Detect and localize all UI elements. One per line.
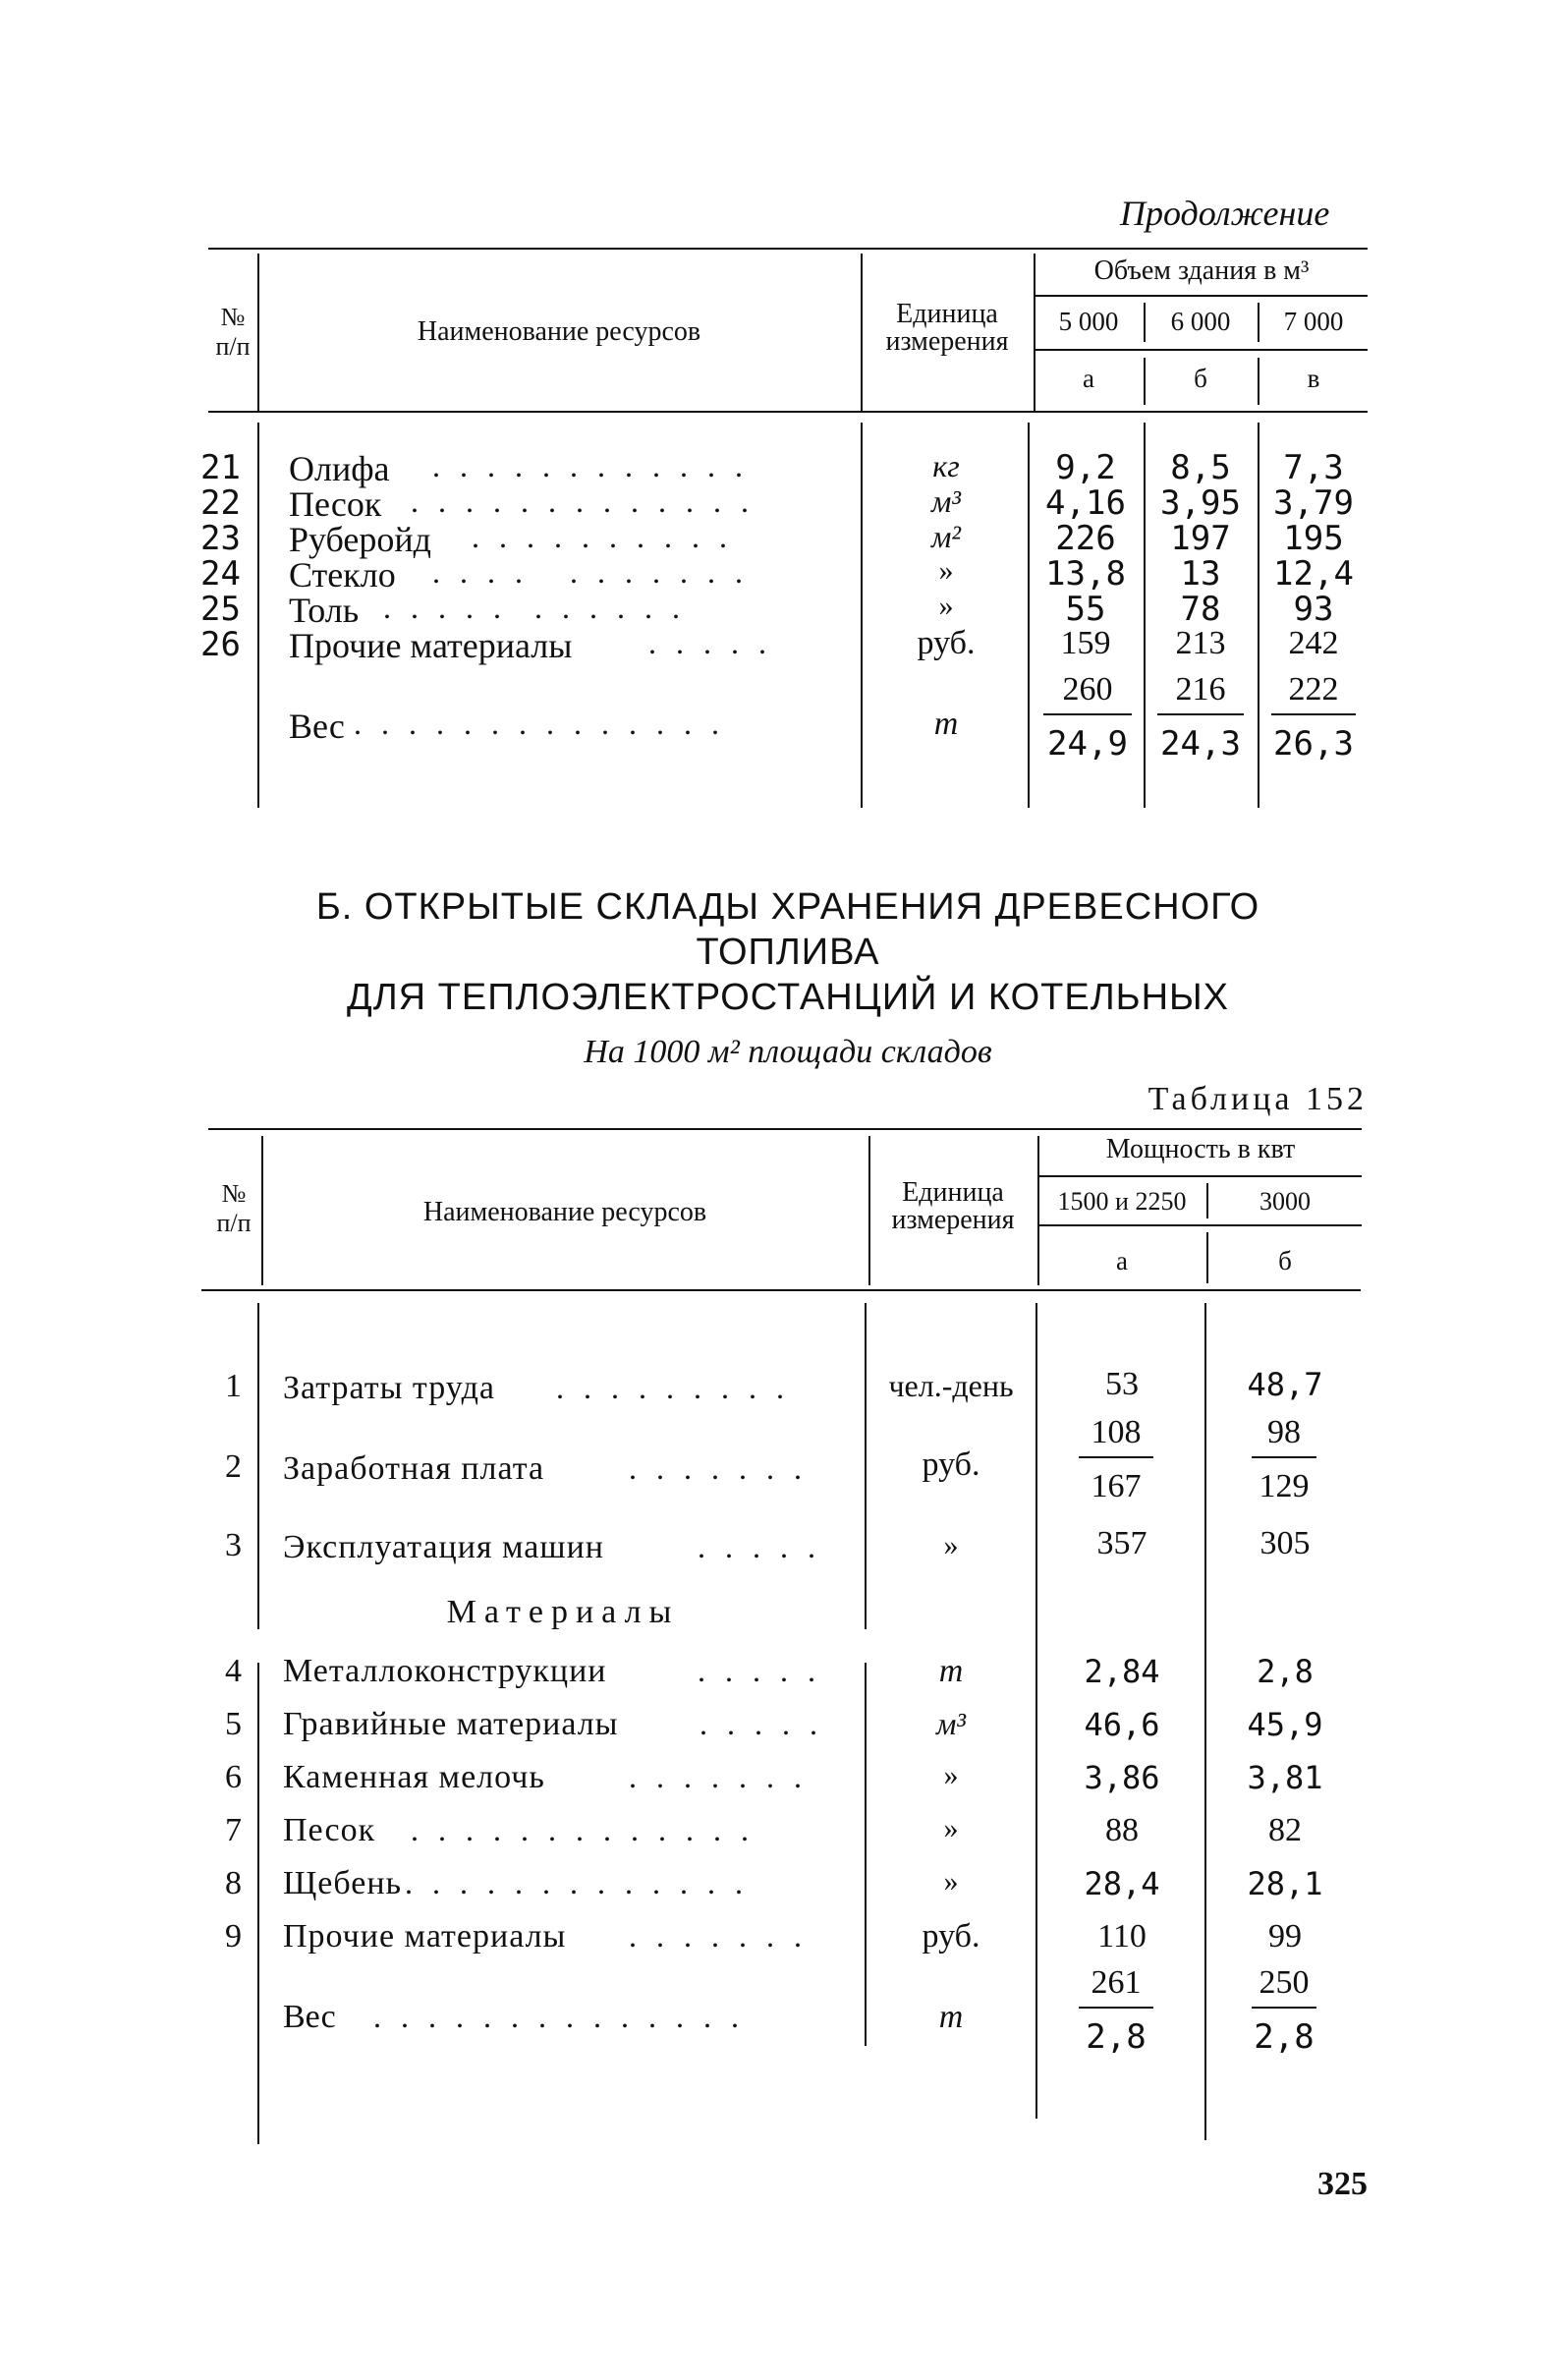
table-2-row-num: 1 (225, 1368, 242, 1404)
table-1-weight-label: Вес (289, 707, 345, 746)
fraction-denominator: 167 (1091, 1468, 1142, 1504)
dot-leader: . . . . . . . . . . . . . (411, 1812, 755, 1847)
table-1-row-unit: » (938, 554, 954, 587)
fraction-numerator: 98 (1252, 1411, 1316, 1458)
table-1-weight-a (1043, 668, 1132, 766)
table-2-row-unit: » (943, 1865, 959, 1898)
table-2-row-num: 8 (225, 1865, 242, 1901)
dot-leader: . . . . . . . . . . . . . . (373, 1999, 745, 2034)
table-1-cell-c: 7,3 (1283, 448, 1344, 487)
table-2-row-num: 7 (225, 1812, 242, 1848)
fraction-numerator: 250 (1252, 1961, 1316, 2009)
fraction-numerator: 261 (1079, 1961, 1153, 2009)
table-1-cell-b: 13 (1180, 554, 1221, 594)
dot-leader: . . . . . . . (629, 1450, 808, 1486)
table-1-header-group: Объем здания в м³ (1093, 255, 1310, 286)
table-2-cols-rule (1039, 1224, 1362, 1226)
table-2-weight-unit: т (938, 1999, 964, 2035)
table-1-cell-b: 197 (1170, 519, 1231, 558)
dot-leader: . . . . . . . (629, 1759, 808, 1794)
table-1-row-num: 24 (200, 554, 241, 594)
table-2-row-num: 3 (225, 1527, 242, 1563)
table-2-row-unit: » (943, 1759, 959, 1791)
fraction-numerator: 216 (1157, 668, 1244, 715)
table-2-header-col-a: 1500 и 2250 (1057, 1187, 1187, 1216)
table-2-cell-a: 2,84 (1084, 1653, 1160, 1690)
table-1-row-name: Толь (289, 591, 360, 630)
table-2-header-letter-a: а (1116, 1246, 1128, 1275)
table-2-row-name: Гравийные материалы (283, 1706, 619, 1742)
dot-leader: . . . . . (700, 1706, 823, 1741)
table-2-cell-b: 305 (1259, 1525, 1311, 1561)
dot-leader: . . . . . . . (629, 1918, 808, 1954)
table-2-row-unit: м³ (935, 1706, 966, 1741)
table-2-cell-b: 99 (1268, 1918, 1302, 1955)
table-1-weight-c (1271, 668, 1356, 766)
table-1-row-name: Олифа (289, 449, 390, 488)
table-1-row-name: Песок (289, 484, 382, 524)
table-1-cell-c: 12,4 (1273, 554, 1354, 594)
fraction-denominator: 2,8 (1254, 2017, 1315, 2057)
dot-leader: . . . . . (698, 1653, 821, 1688)
table-2-header-unit: Единица измерения (891, 1177, 1015, 1235)
table-1-row-unit: руб. (917, 625, 976, 661)
table-2-row-name: Металлоконструкции (283, 1653, 607, 1689)
table-2-row-unit: » (943, 1812, 959, 1844)
table-1-cell-b: 8,5 (1170, 448, 1231, 487)
table-1-row-num: 25 (200, 590, 241, 629)
table-2-header-letter-b: б (1278, 1246, 1292, 1275)
table-1-cell-b: 213 (1175, 625, 1226, 661)
table-1-top-rule (208, 248, 1368, 250)
table-1-cell-a: 159 (1060, 625, 1111, 661)
table-2-cell-a: 88 (1105, 1812, 1139, 1848)
dot-leader: . . . . . . . . . . . . . (411, 483, 755, 519)
table-2-vrule (1204, 1303, 1206, 2140)
table-2-cell-a-fraction (1079, 1411, 1153, 1509)
table-1-row-name: Прочие материалы (289, 626, 573, 665)
table-1-row-unit: кг (932, 448, 960, 483)
table-2-row-name: Щебень (283, 1865, 403, 1901)
table-1-row-num: 23 (200, 519, 241, 558)
table-1-cell-a: 55 (1065, 590, 1106, 629)
fraction-numerator: 222 (1271, 668, 1356, 715)
table-1-header-num: № п/п (215, 303, 251, 361)
table-2-cell-b-fraction (1252, 1411, 1316, 1509)
dot-leader: . . . . . . . . . . . (383, 590, 686, 625)
table-1-header-name: Наименование ресурсов (417, 316, 701, 347)
table-1-group-rule (1034, 295, 1368, 297)
table-2-vrule (257, 1663, 259, 2144)
table-1-cell-a: 13,8 (1045, 554, 1126, 594)
fraction-denominator: 129 (1259, 1468, 1310, 1504)
table-1-weight-b (1157, 668, 1244, 766)
table-2-header-col-b: 3000 (1259, 1187, 1311, 1216)
table-1-row-unit: м² (930, 519, 961, 554)
dot-leader: . . . . . . . . . . . . . (405, 1865, 749, 1900)
table-1-header-rule (208, 411, 1368, 413)
table-1-header-col-a: 5 000 (1058, 307, 1119, 336)
table-1-cell-b: 78 (1180, 590, 1221, 629)
table-1-header-letter-b: б (1194, 364, 1207, 393)
table-2-vrule (1035, 1303, 1037, 2119)
table-1-cell-c: 93 (1293, 590, 1334, 629)
table-1-row-num: 26 (200, 625, 241, 664)
table-2-row-unit: » (943, 1529, 959, 1561)
table-2-top-rule (208, 1128, 1362, 1130)
table-2-weight-a (1079, 1961, 1153, 2060)
table-1-cell-a: 226 (1055, 519, 1116, 558)
table-2-row-unit: чел.-день (888, 1368, 1014, 1403)
fraction-denominator: 24,3 (1160, 724, 1241, 764)
dot-leader: . . . . . (648, 625, 772, 660)
fraction-denominator: 24,9 (1047, 724, 1128, 764)
table-1-cell-c: 3,79 (1273, 483, 1354, 523)
materials-heading: Материалы (446, 1594, 680, 1630)
table-2-header-num: № п/п (216, 1179, 252, 1237)
table-2-cell-a: 110 (1097, 1918, 1147, 1955)
table-1-cell-b: 3,95 (1160, 483, 1241, 523)
table-2-cell-b: 48,7 (1247, 1366, 1323, 1403)
table-2-cell-b: 3,81 (1247, 1759, 1323, 1796)
table-2-row-num: 2 (225, 1448, 242, 1485)
table-1-row-name: Руберойд (289, 520, 431, 559)
fraction-denominator: 26,3 (1273, 724, 1354, 764)
table-2-cell-b: 28,1 (1247, 1865, 1323, 1902)
table-2-row-num: 5 (225, 1706, 242, 1742)
table-label: Таблица 152 (1147, 1081, 1368, 1117)
table-2-cell-b: 82 (1268, 1812, 1302, 1848)
table-1-cell-a: 4,16 (1045, 483, 1126, 523)
table-2-row-num: 4 (225, 1653, 242, 1689)
table-1-cell-a: 9,2 (1055, 448, 1116, 487)
table-2-row-num: 9 (225, 1918, 242, 1955)
table-2-cell-a: 3,86 (1084, 1759, 1160, 1796)
table-2-row-name: Каменная мелочь (283, 1759, 545, 1795)
table-1-cell-c: 195 (1283, 519, 1344, 558)
table-1-header-letter-c: в (1307, 364, 1320, 393)
table-2-cell-b: 45,9 (1247, 1706, 1323, 1743)
table-2-row-name: Прочие материалы (283, 1918, 567, 1955)
dot-leader: . . . . . . . . . . (472, 519, 733, 554)
table-2-weight-label: Вес (283, 1999, 336, 2035)
table-1-row-unit: м³ (930, 483, 961, 519)
table-2-group-rule (1039, 1175, 1362, 1177)
page-number: 325 (1317, 2166, 1368, 2202)
dot-leader: . . . . . . . . . . . . (432, 448, 749, 483)
table-1-cell-c: 242 (1288, 625, 1339, 661)
table-1-weight-unit: т (933, 706, 959, 742)
section-title-line-2: ТОПЛИВА (696, 932, 880, 973)
table-2-cell-a: 28,4 (1084, 1865, 1160, 1902)
section-title-line-1: Б. ОТКРЫТЫЕ СКЛАДЫ ХРАНЕНИЯ ДРЕВЕСНОГО (315, 886, 1260, 928)
table-1-header-col-b: 6 000 (1170, 307, 1231, 336)
table-2-row-unit: т (938, 1653, 964, 1689)
table-1-header-col-c: 7 000 (1283, 307, 1344, 336)
table-1-header-unit: Единица измерения (885, 299, 1009, 357)
table-2-header-name: Наименование ресурсов (422, 1197, 707, 1227)
table-2-row-unit: руб. (922, 1446, 980, 1483)
dot-leader: . . . . . . . . . . . (432, 554, 749, 590)
continuation-label: Продолжение (1120, 194, 1330, 233)
table-1-cols-rule (1034, 349, 1368, 351)
dot-leader: . . . . . . . . . . . . . . (354, 706, 725, 741)
table-2-row-name: Заработная плата (283, 1450, 545, 1487)
dot-leader: . . . . . (698, 1529, 821, 1564)
table-2-header-rule (201, 1289, 1361, 1291)
table-1-row-name: Стекло (289, 555, 396, 595)
fraction-numerator: 260 (1043, 668, 1132, 715)
table-2-vrule (257, 1303, 259, 1629)
table-2-cell-b: 2,8 (1257, 1653, 1314, 1690)
table-1-row-num: 22 (200, 483, 241, 523)
section-title-line-3: ДЛЯ ТЕПЛОЭЛЕКТРОСТАНЦИЙ И КОТЕЛЬНЫХ (347, 977, 1229, 1018)
dot-leader: . . . . . . . . . (556, 1370, 790, 1405)
table-1-vrule (257, 423, 259, 808)
table-2-row-name: Эксплуатация машин (283, 1529, 604, 1565)
table-2-row-unit: руб. (922, 1918, 980, 1955)
table-2-row-name: Затраты труда (283, 1370, 496, 1406)
fraction-denominator: 2,8 (1086, 2017, 1147, 2057)
table-2-cell-a: 53 (1105, 1366, 1139, 1402)
table-2-cell-a: 357 (1096, 1525, 1147, 1561)
table-2-cell-a: 46,6 (1084, 1706, 1160, 1743)
table-2-row-num: 6 (225, 1759, 242, 1795)
table-1-row-num: 21 (200, 448, 241, 487)
table-2-header-group: Мощность в квт (1105, 1134, 1296, 1164)
table-2-weight-b (1252, 1961, 1316, 2060)
fraction-numerator: 108 (1079, 1411, 1153, 1458)
table-1-row-unit: » (938, 590, 954, 622)
section-subtitle: На 1000 м² площади складов (584, 1034, 992, 1070)
table-1-header-letter-a: а (1083, 364, 1094, 393)
table-2-row-name: Песок (283, 1812, 376, 1848)
